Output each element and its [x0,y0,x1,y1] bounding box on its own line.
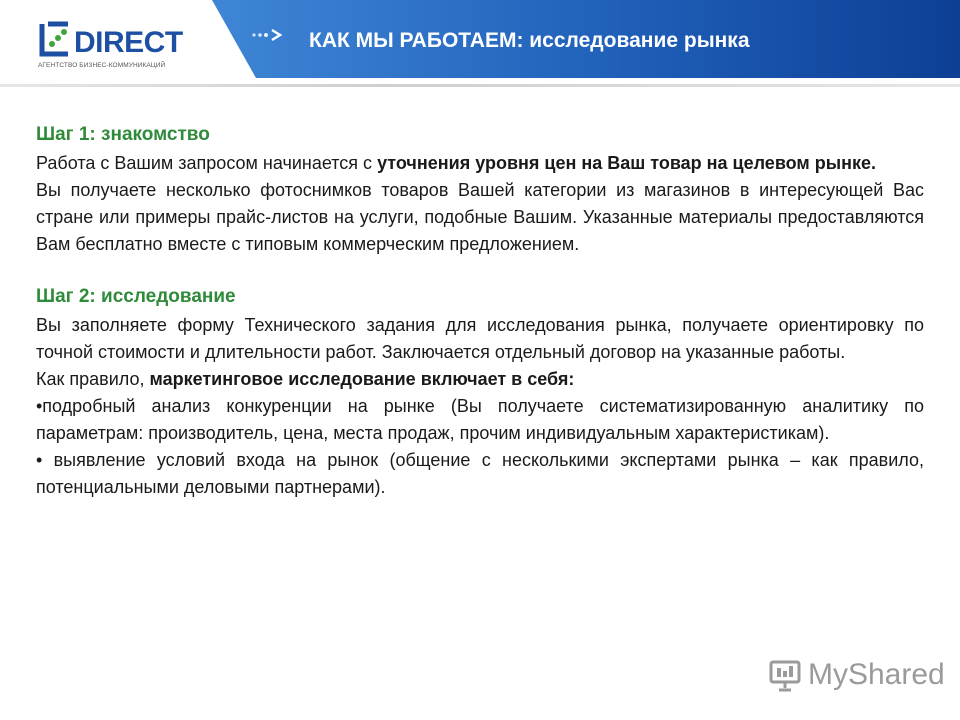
step2-paragraph-2 [36,366,924,393]
watermark-text: MyShared [808,658,945,691]
slide-content [36,122,924,501]
logo-text: DIRECT [74,26,183,59]
step2-bullet-1: •подробный анализ конкуренции на рынке (Вы получаете систематизированную аналитику по параметрам: производитель, цена, места продаж, прочим индивидуальным характеристикам). [36,396,924,443]
step1-title: Шаг 1: знакомство [36,124,210,145]
arrow-dots-icon [250,28,286,42]
spacer [36,258,924,284]
logo-subtitle: АГЕНТСТВО БИЗНЕС-КОММУНИКАЦИЙ [38,62,166,69]
step1-p1-text: Работа с Вашим запросом начинается с [36,153,378,173]
step1-paragraph-2: Вы получаете несколько фотоснимков товаров Вашей категории из магазинов в интересующей Вас стране или примеры прайс-листов на услуги, подобные Вашим. Указанные материалы предоставляются Вам бесплатно вместе с типовым коммерческим предложением. [36,180,924,254]
slide-title: КАК МЫ РАБОТАЕМ: исследование рынка [309,29,750,52]
step2-paragraph-1: Вы заполняете форму Технического задания для исследования рынка, получаете ориентировку по точной стоимости и длительности работ. Заключается отдельный договор на указанные работы. [36,315,924,362]
direct-logo [38,20,183,76]
step2-p2-text: Как правило, [36,369,150,389]
step2-bullet-2: • выявление условий входа на рынок (общение с несколькими экспертами рынка – как правило, потенциальными деловыми партнерами). [36,450,924,497]
slide-header [0,0,960,100]
step1-p1-bold: уточнения уровня цен на Ваш товар на целевом рынке. [377,153,876,173]
step1-paragraph-1 [36,150,924,177]
header-divider [0,84,960,87]
step2-title: Шаг 2: исследование [36,286,236,307]
logo-bracket-icon [38,20,72,58]
presentation-board-icon [768,658,802,692]
myshared-watermark [768,656,945,696]
step2-p2-bold: маркетинговое исследование включает в себя: [149,369,575,389]
